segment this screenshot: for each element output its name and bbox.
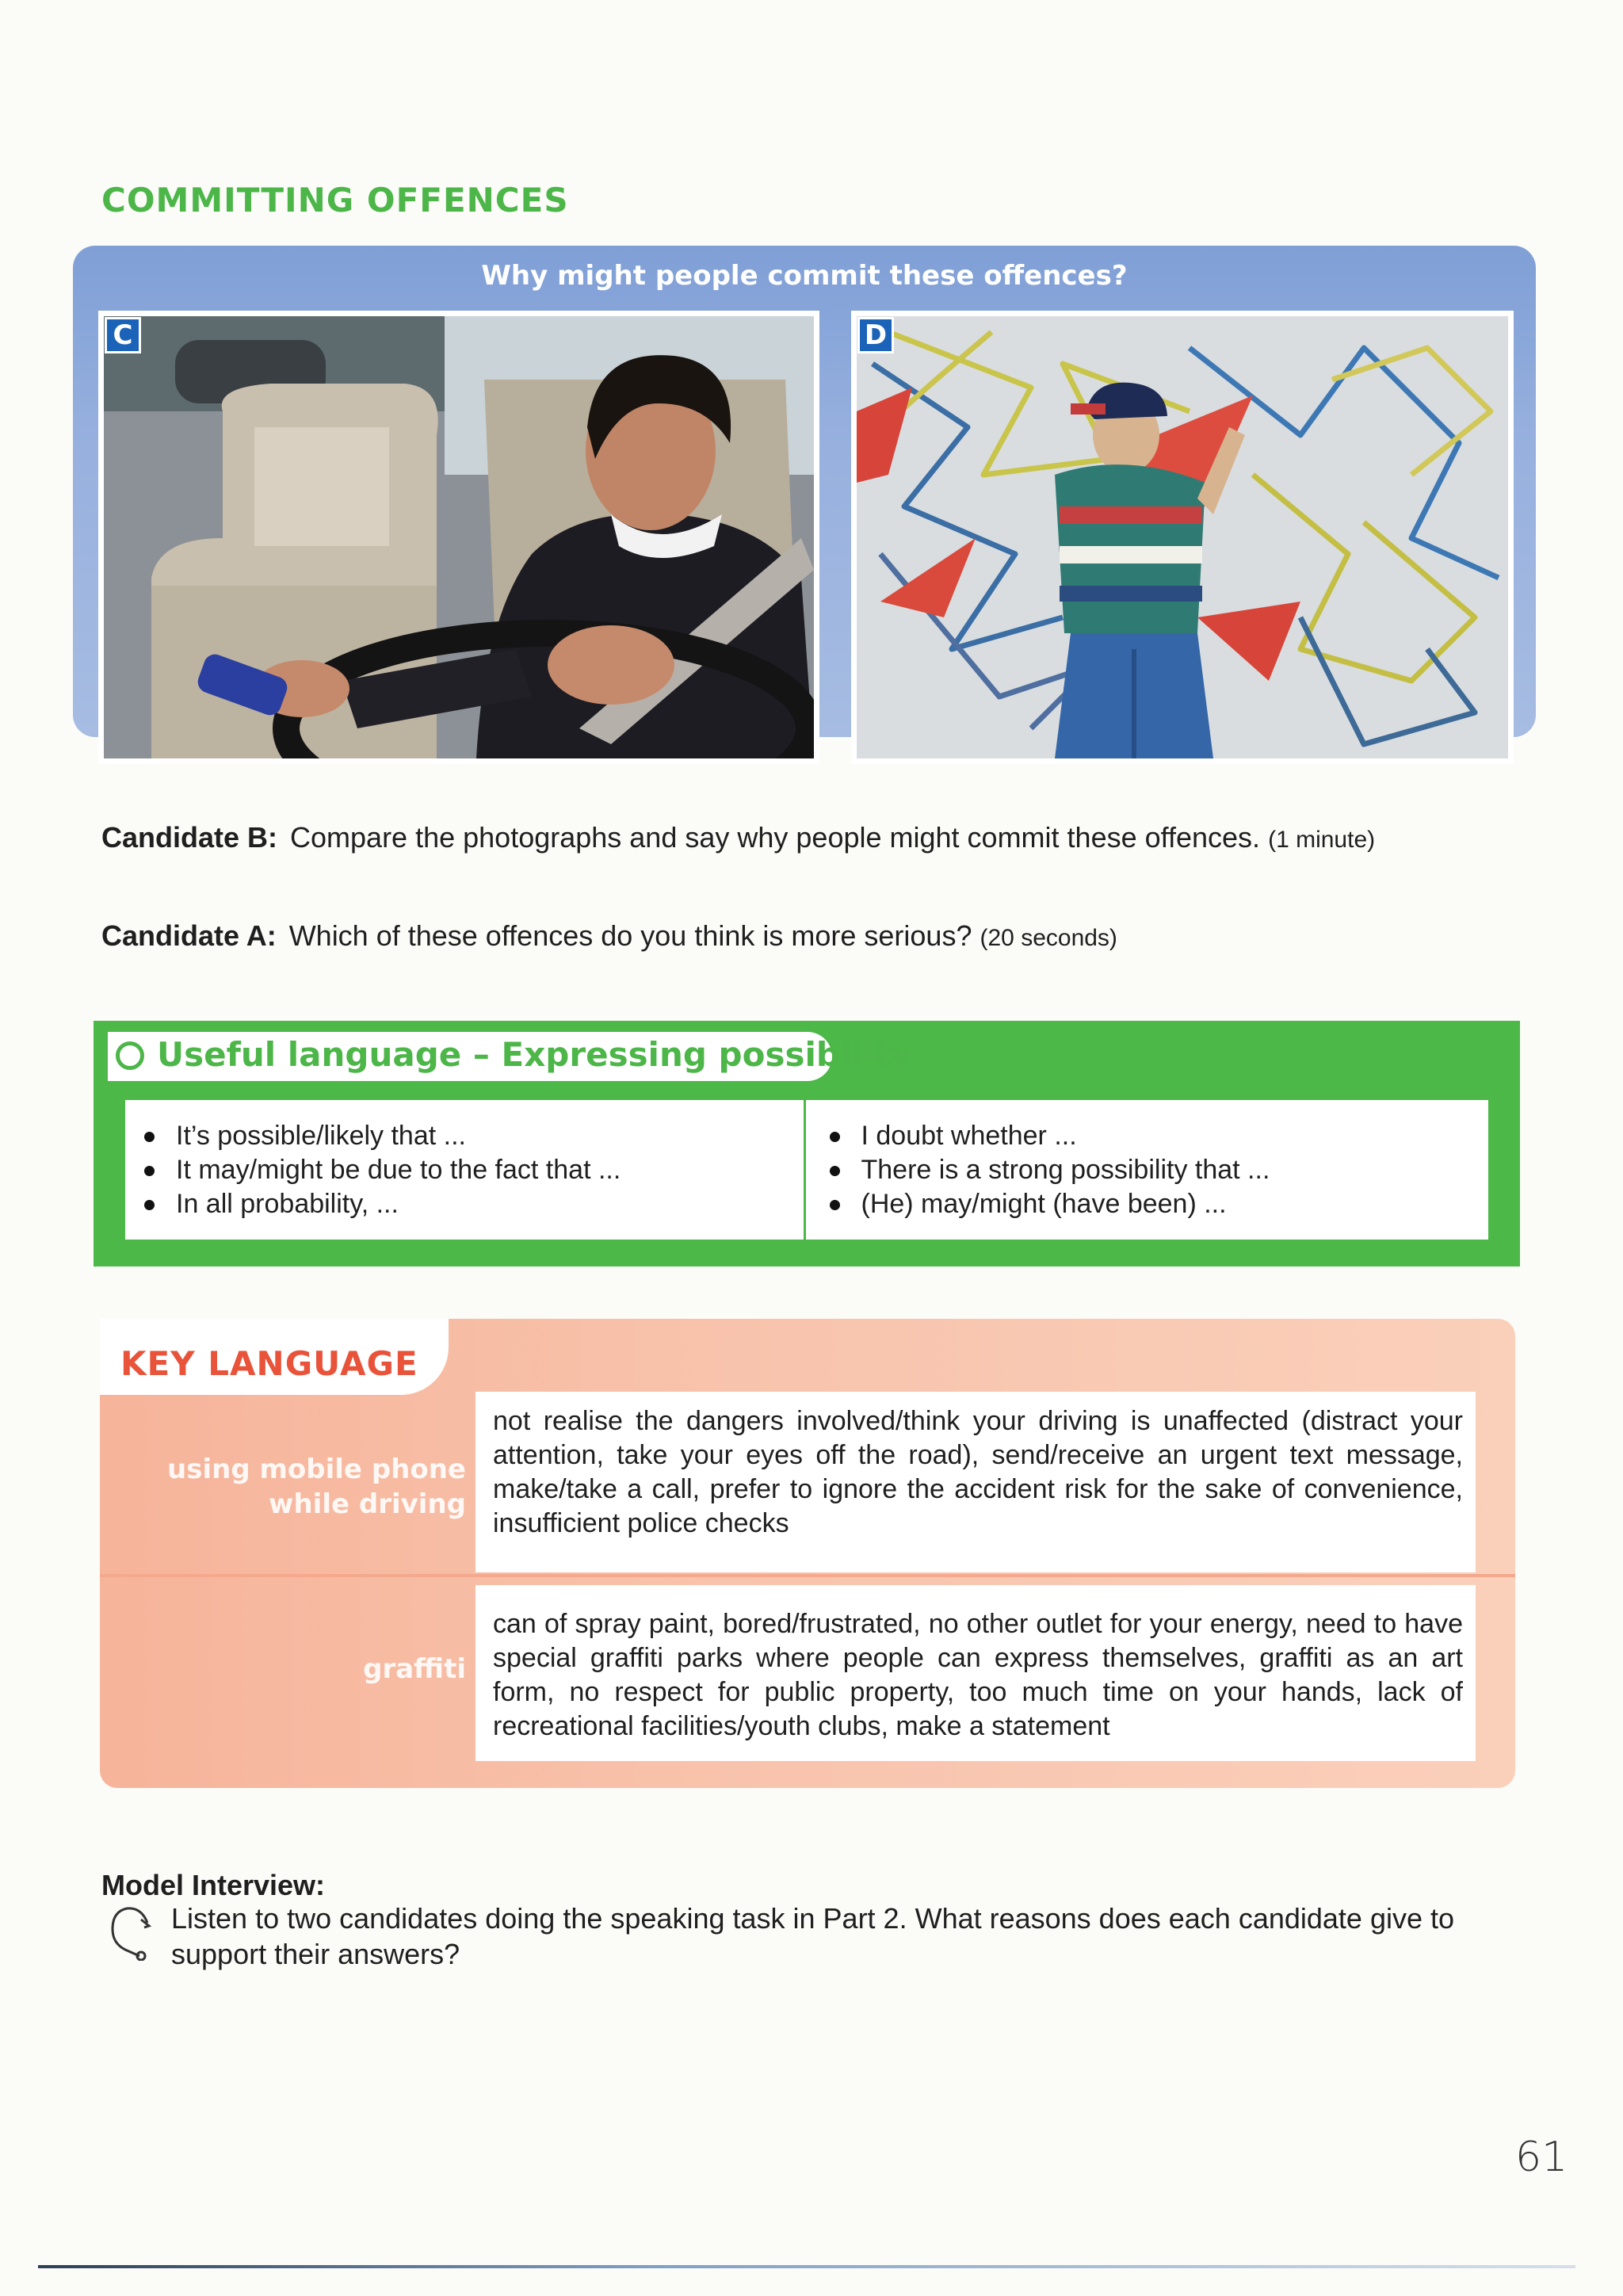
graffiti-photo-image: [857, 316, 1508, 758]
list-item: It may/might be due to the fact that ...: [171, 1153, 804, 1187]
section-title: COMMITTING OFFENCES: [101, 181, 569, 220]
key-language-divider: [100, 1574, 1515, 1577]
key-language-text-graffiti: can of spray paint, bored/frustrated, no other outlet for your energy, need to have special graffiti parks where people can express themselves, graffiti as an art form, no respect for public property, too much time on your hands, lack of recreational facilities/youth clubs, make a statement: [475, 1585, 1476, 1761]
bottom-rule: [38, 2265, 1575, 2268]
candidate-a-label: Candidate A:: [101, 919, 277, 952]
model-interview-text: Listen to two candidates doing the speaking task in Part 2. What reasons does each candidate give to support their answers?: [171, 1902, 1455, 1970]
candidate-b-label: Candidate B:: [101, 821, 278, 854]
list-item: I doubt whether ...: [857, 1119, 1489, 1153]
photo-prompt: Why might people commit these offences?: [481, 260, 1128, 292]
list-item: In all probability, ...: [171, 1187, 804, 1221]
candidate-a-text: Which of these offences do you think is more serious?: [288, 919, 972, 952]
useful-language-list: [125, 1100, 1488, 1240]
candidate-a-timing: (20 seconds): [980, 925, 1117, 951]
key-language-title: KEY LANGUAGE: [120, 1344, 418, 1383]
candidate-b-timing: (1 minute): [1268, 827, 1376, 853]
candidate-a-instruction: [101, 919, 1117, 953]
driver-photo-image: [104, 316, 814, 758]
key-label-line: graffiti: [363, 1653, 466, 1685]
candidate-b-text: Compare the photographs and say why people might commit these offences.: [290, 821, 1261, 854]
list-item: There is a strong possibility that ...: [857, 1153, 1489, 1187]
list-item: It’s possible/likely that ...: [171, 1119, 804, 1153]
model-interview-heading: Model Interview:: [101, 1869, 326, 1901]
key-language-text-mobile: not realise the dangers involved/think your driving is unaffected (distract your attention, take your eyes off the road), send/receive an urgent text message, make/take a call, prefer to ignore the accident risk for the sake of convenience, insufficient police checks: [475, 1392, 1476, 1572]
candidate-b-instruction: [101, 821, 1375, 854]
photo-driver-phone: [98, 311, 819, 764]
key-language-label-mobile: [111, 1452, 466, 1522]
photo-tag-c: C: [105, 317, 141, 353]
key-label-line: using mobile phone: [167, 1454, 466, 1485]
key-language-label-graffiti: [111, 1652, 466, 1687]
photo-graffiti: [851, 311, 1514, 764]
key-label-line: while driving: [269, 1488, 466, 1520]
page-number: 61: [1515, 2134, 1568, 2181]
useful-language-title: Useful language – Expressing possibility: [157, 1035, 912, 1074]
useful-language-column-left: [125, 1100, 804, 1240]
audio-listen-icon: [109, 1904, 155, 1961]
useful-language-column-right: [804, 1100, 1489, 1240]
photo-tag-d: D: [857, 317, 894, 353]
circle-icon: [116, 1041, 144, 1070]
list-item: (He) may/might (have been) ...: [857, 1187, 1489, 1221]
